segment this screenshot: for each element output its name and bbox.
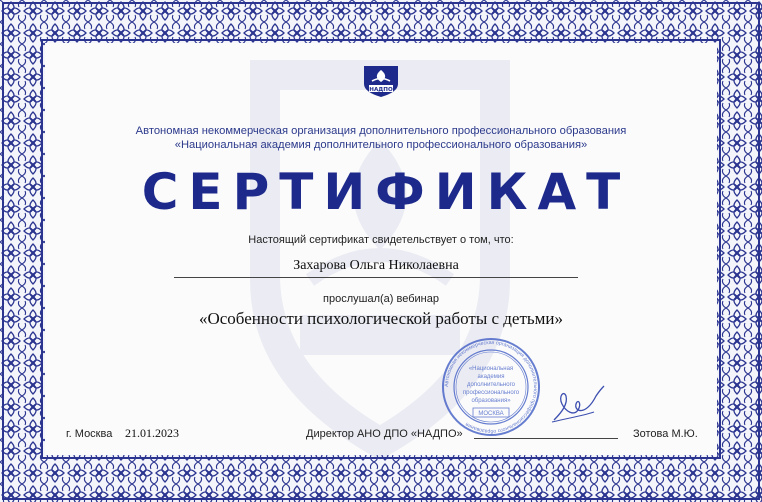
organization-name-line1: Автономная некоммерческая организация дополнительного профессионального образования <box>135 125 627 137</box>
stamp-ring-text: Автономная некоммерческая организация дополнительного профессионального образования <box>443 339 539 435</box>
webinar-title: «Особенности психологической работы с детьми» <box>198 309 564 328</box>
director-name: Зотова М.Ю. <box>633 428 698 440</box>
certificate-title: СЕРТИФИКАТ <box>141 163 631 221</box>
completion-text: прослушал(а) вебинар <box>323 293 439 305</box>
stamp-city: МОСКВА <box>478 411 504 417</box>
stamp-text-5: образования» <box>471 398 511 404</box>
recipient-underline <box>174 277 578 278</box>
stamp-text-4: профессионального <box>462 390 520 396</box>
logo-text: НАДПО <box>369 87 393 93</box>
director-title: Директор АНО ДПО «НАДПО» <box>306 428 463 440</box>
stamp-text-1: «Национальная <box>468 366 514 372</box>
stamp-text-3: дополнительного <box>467 382 515 388</box>
recipient-name: Захарова Ольга Николаевна <box>293 258 459 273</box>
stamp-text-2: академия <box>477 374 505 380</box>
signature-line <box>474 438 618 439</box>
organization-logo <box>361 64 401 98</box>
issue-date: 21.01.2023 <box>125 426 179 440</box>
director-signature <box>548 382 608 428</box>
organization-name-line2: «Национальная академия дополнительного профессионального образования» <box>174 139 588 151</box>
certificate-intro: Настоящий сертификат свидетельствует о том, что: <box>248 234 514 246</box>
issue-city: г. Москва <box>66 428 113 440</box>
official-stamp <box>432 337 550 437</box>
